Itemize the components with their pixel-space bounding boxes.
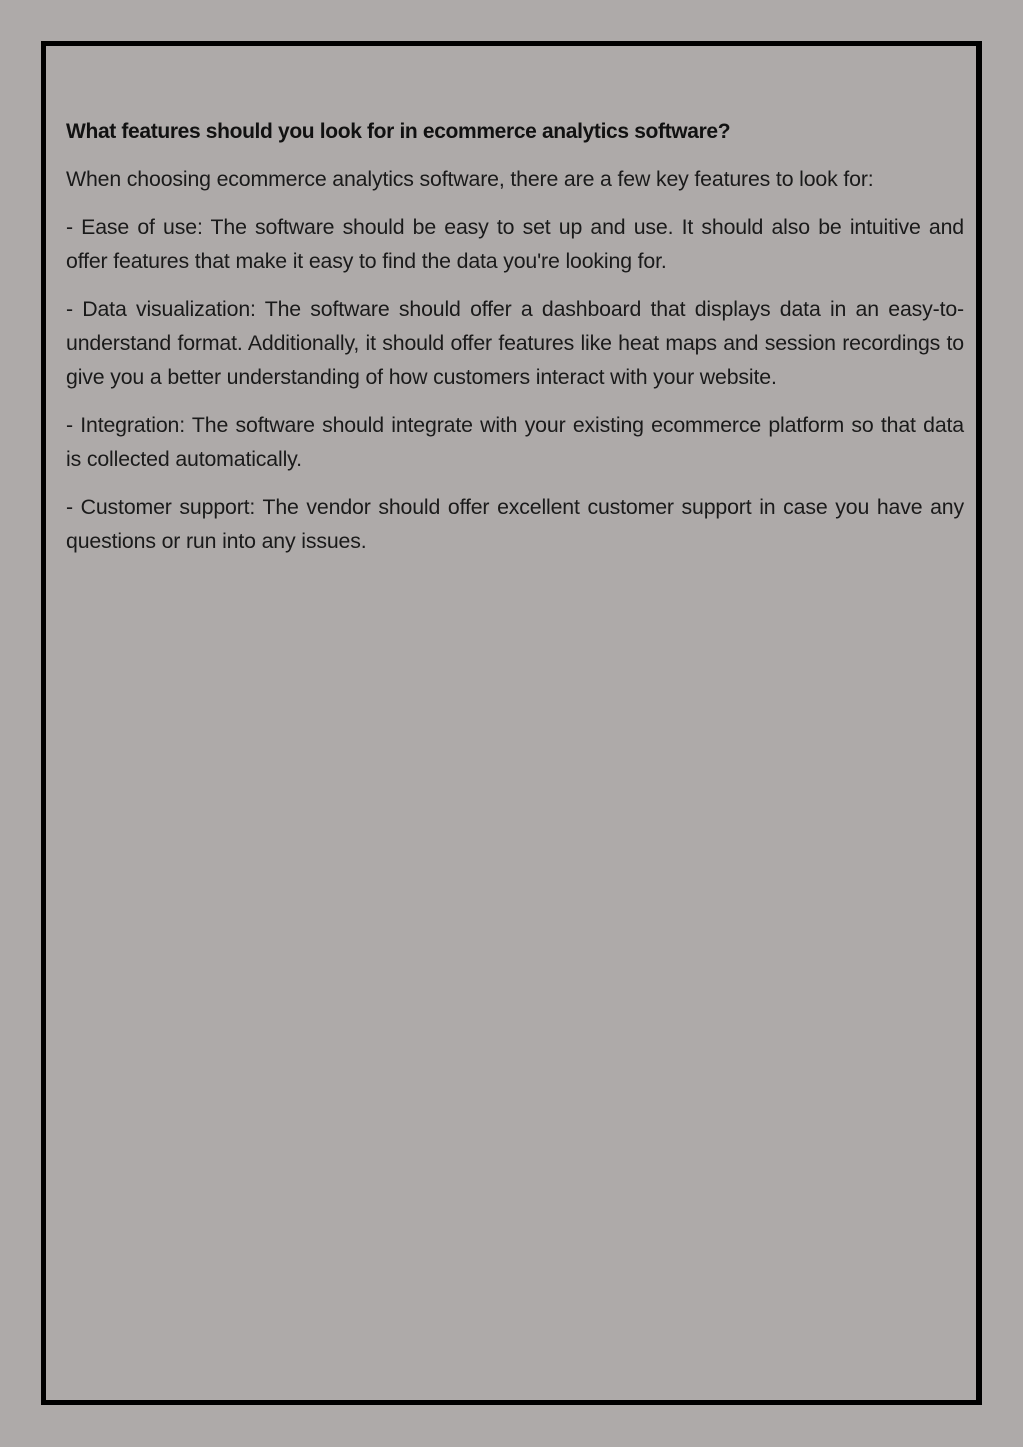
- integration-paragraph: - Integration: The software should integrate with your existing ecommerce platform so that data is collected automatically.: [66, 413, 964, 471]
- customer-support-paragraph: - Customer support: The vendor should offer excellent customer support in case you have any questions or run into any issues.: [66, 495, 964, 553]
- ease-of-use-paragraph: - Ease of use: The software should be easy to set up and use. It should also be intuitive and offer features that make it easy to find the data you're looking for.: [66, 215, 964, 273]
- document-heading: What features should you look for in ecommerce analytics software?: [66, 120, 731, 143]
- page-frame: [41, 41, 982, 1405]
- intro-paragraph: When choosing ecommerce analytics software, there are a few key features to look for:: [66, 167, 874, 191]
- data-visualization-paragraph: - Data visualization: The software should offer a dashboard that displays data in an easy-to-understand format. Additionally, it should offer features like heat maps and session recordings to give you a better understanding of how customers interact with your website.: [66, 297, 964, 389]
- document-body: [66, 115, 964, 572]
